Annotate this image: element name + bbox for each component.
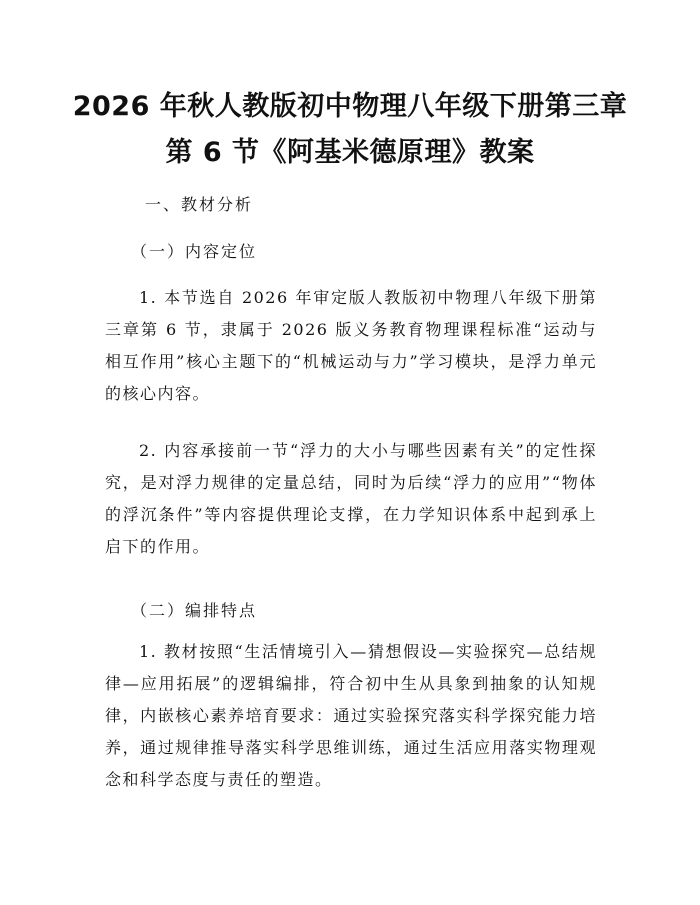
document-title-line-1: 2026 年秋人教版初中物理八年级下册第三章 — [72, 91, 628, 122]
paragraph-content-positioning-1: 1. 本节选自 2026 年审定版人教版初中物理八年级下册第三章第 6 节，隶属于 2026 版义务教育物理课程标准“运动与相互作用”核心主题下的“机械运动与力”学习模块，是浮力单元的核心内容。 — [105, 288, 597, 403]
paragraph-arrangement-features-1: 1. 教材按照“生活情境引入—猜想假设—实验探究—总结规律—应用拓展”的逻辑编排，符合初中生从具象到抽象的认知规律，内嵌核心素养培育要求：通过实验探究落实科学探究能力培养，通过规律推导落实科学思维训练，通过生活应用落实物理观念和科学态度与责任的塑造。 — [105, 642, 597, 789]
subsection-heading-arrangement-features: （二）编排特点 — [131, 601, 258, 620]
paragraph-content-positioning-2: 2. 内容承接前一节“浮力的大小与哪些因素有关”的定性探究，是对浮力规律的定量总结，同时为后续“浮力的应用”“物体的浮沉条件”等内容提供理论支撑，在力学知识体系中起到承上启下的作用。 — [105, 441, 597, 556]
subsection-heading-content-positioning: （一）内容定位 — [131, 242, 258, 261]
document-title-line-2: 第 6 节《阿基米德原理》教案 — [165, 137, 535, 168]
section-heading-textbook-analysis: 一、教材分析 — [145, 195, 254, 214]
